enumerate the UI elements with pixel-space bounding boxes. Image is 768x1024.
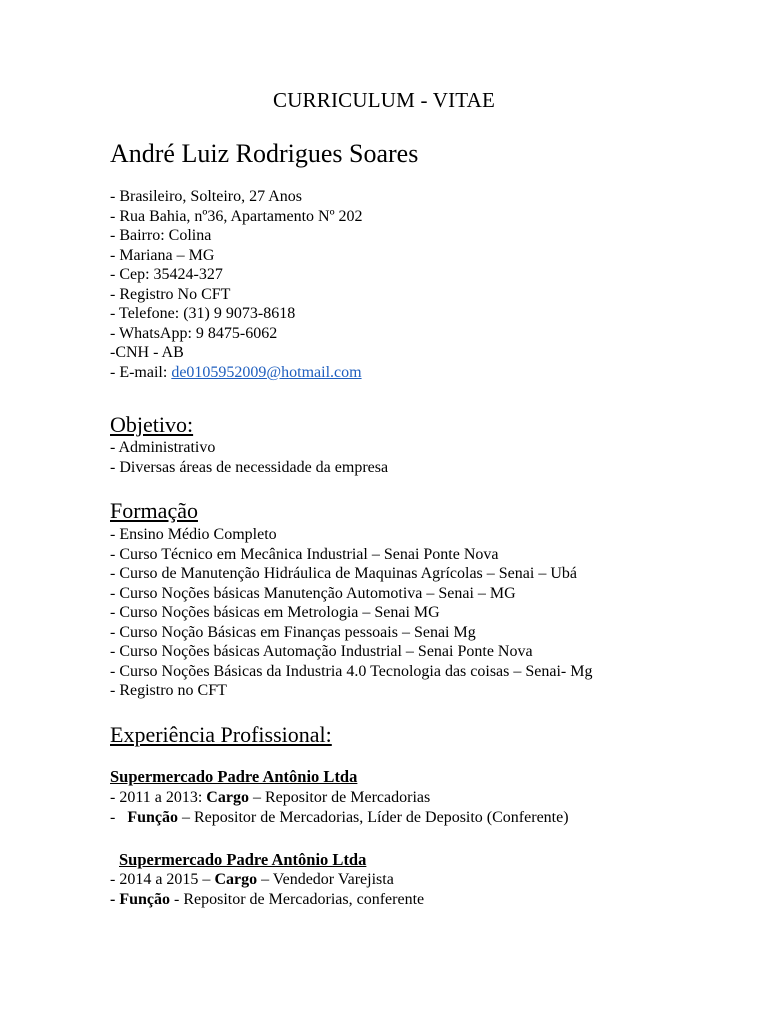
job-cargo-line	[110, 870, 424, 890]
objetivo-item: - Administrativo	[110, 439, 216, 456]
formacao-item: - Curso Noções básicas Manutenção Automotiva – Senai – MG	[110, 584, 516, 602]
formacao-item: - Ensino Médio Completo	[110, 526, 277, 543]
personal-zip: - Cep: 35424-327	[110, 266, 223, 283]
job-company: Supermercado Padre Antônio Ltda	[119, 850, 367, 869]
person-name: André Luiz Rodrigues Soares	[110, 139, 419, 168]
cargo-label: Cargo	[214, 871, 258, 888]
personal-address: - Rua Bahia, nº36, Apartamento Nº 202	[110, 207, 363, 225]
job-funcao-line	[110, 808, 569, 828]
funcao-label: Função	[119, 890, 170, 908]
personal-registry: - Registro No CFT	[110, 285, 231, 303]
job-company: Supermercado Padre Antônio Ltda	[110, 767, 358, 786]
funcao-prefix: -	[110, 808, 128, 826]
formacao-item: - Curso Noções básicas Automação Industrial – Senai Ponte Nova	[110, 643, 533, 660]
objetivo-item: - Diversas áreas de necessidade da empresa	[110, 458, 389, 476]
formacao-heading: Formação	[110, 498, 198, 523]
personal-phone: - Telefone: (31) 9 9073-8618	[110, 305, 296, 322]
cargo-label: Cargo	[206, 789, 249, 806]
funcao-text: - Repositor de Mercadorias, conferente	[170, 890, 425, 908]
formacao-item: - Curso de Manutenção Hidráulica de Maquinas Agrícolas – Senai – Ubá	[110, 565, 577, 582]
personal-city: - Mariana – MG	[110, 246, 215, 264]
objetivo-list	[110, 438, 388, 477]
formacao-item: - Curso Noção Básicas em Finanças pessoais – Senai Mg	[110, 623, 476, 641]
job-details	[110, 788, 569, 827]
experiencia-heading: Experiência Profissional:	[110, 722, 332, 747]
formacao-item: - Curso Técnico em Mecânica Industrial – Senai Ponte Nova	[110, 545, 499, 563]
personal-neighborhood: - Bairro: Colina	[110, 227, 212, 244]
funcao-label: Função	[127, 808, 178, 826]
formacao-item: - Registro no CFT	[110, 682, 227, 699]
job-period: - 2014 a 2015 –	[110, 871, 215, 888]
job-details	[110, 870, 424, 909]
email-link[interactable]: de0105952009@hotmail.com	[171, 363, 362, 381]
job-period: - 2011 a 2013:	[110, 789, 207, 806]
funcao-text: – Repositor de Mercadorias, Líder de Deposito (Conferente)	[178, 808, 569, 826]
funcao-prefix: -	[110, 890, 120, 908]
cargo-text: – Vendedor Varejista	[257, 871, 394, 888]
formacao-item: - Curso Noções básicas em Metrologia – Senai MG	[110, 604, 440, 621]
personal-whatsapp: - WhatsApp: 9 8475-6062	[110, 324, 278, 342]
personal-info	[110, 187, 363, 382]
job-cargo-line	[110, 788, 569, 808]
formacao-list	[110, 525, 592, 701]
personal-email-line	[110, 363, 363, 383]
objetivo-heading: Objetivo:	[110, 412, 194, 437]
email-label: - E-mail:	[110, 363, 172, 381]
job-funcao-line	[110, 890, 424, 910]
personal-nationality: - Brasileiro, Solteiro, 27 Anos	[110, 188, 302, 205]
document-title: CURRICULUM - VITAE	[272, 88, 496, 112]
personal-license: -CNH - AB	[110, 344, 184, 361]
cargo-text: – Repositor de Mercadorias	[248, 789, 431, 806]
formacao-item: - Curso Noções Básicas da Industria 4.0 Tecnologia das coisas – Senai- Mg	[110, 662, 593, 680]
